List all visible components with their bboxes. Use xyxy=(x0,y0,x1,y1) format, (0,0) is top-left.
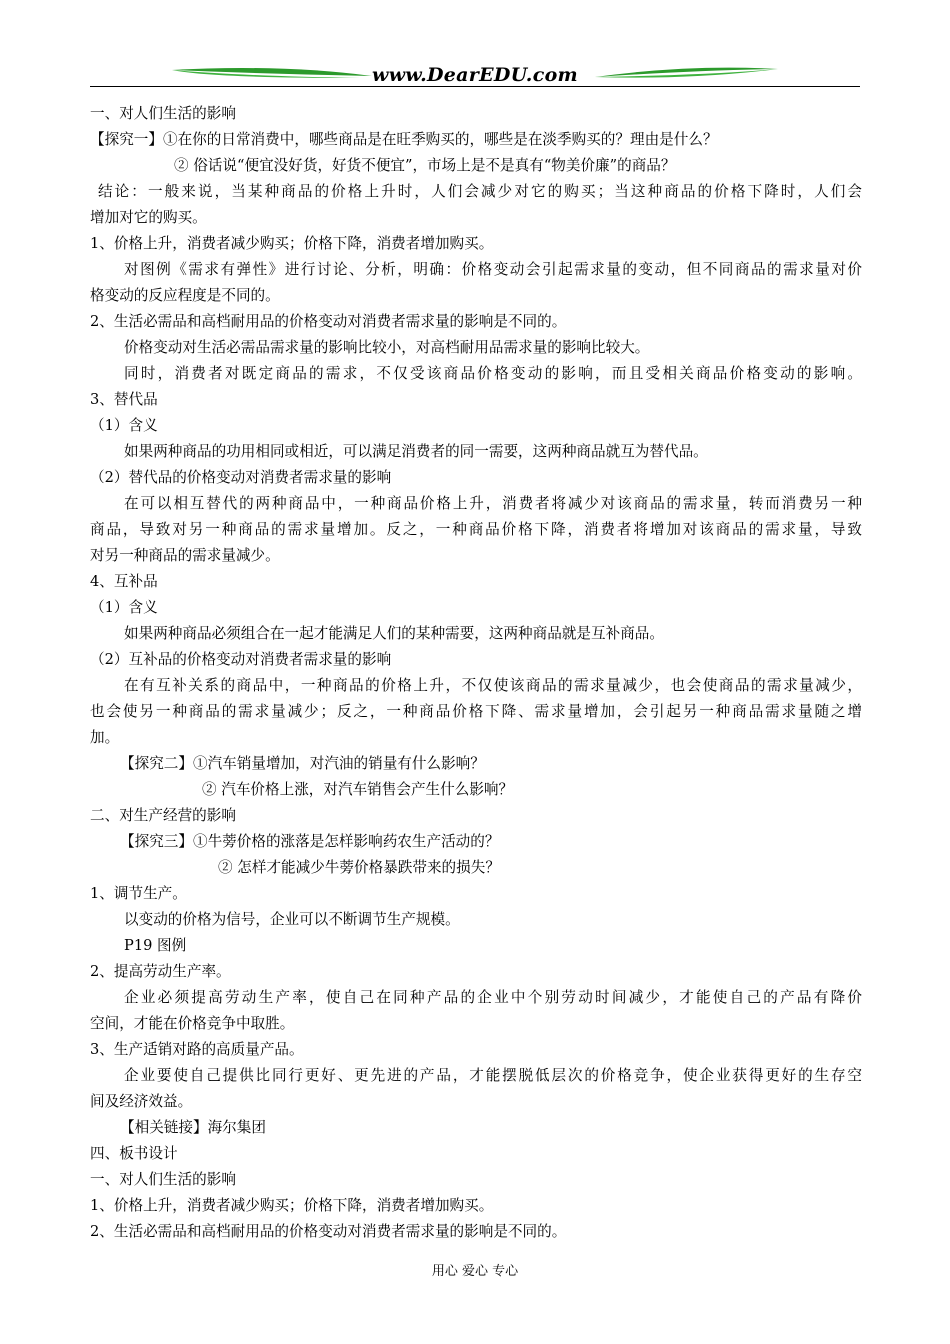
text-line: 【探究一】①在你的日常消费中，哪些商品是在旺季购买的，哪些是在淡季购买的？理由是什么？ xyxy=(90,131,718,148)
text-line: 3、替代品 xyxy=(90,391,158,408)
header-rule xyxy=(90,86,860,87)
text-line: 一、对人们生活的影响 xyxy=(90,105,236,122)
text-line: （2）替代品的价格变动对消费者需求量的影响 xyxy=(90,469,392,486)
text-line: （1）含义 xyxy=(90,599,158,616)
text-line: 间及经济效益。 xyxy=(90,1093,193,1110)
text-line: （2）互补品的价格变动对消费者需求量的影响 xyxy=(90,651,392,668)
text-line: 以变动的价格为信号，企业可以不断调节生产规模。 xyxy=(124,911,460,928)
text-line: 二、对生产经营的影响 xyxy=(90,807,236,824)
document-body xyxy=(90,101,862,1245)
text-line: 四、板书设计 xyxy=(90,1145,178,1162)
text-line: 一、对人们生活的影响 xyxy=(90,1171,236,1188)
text-line: 2、生活必需品和高档耐用品的价格变动对消费者需求量的影响是不同的。 xyxy=(90,313,567,330)
text-line: （1）含义 xyxy=(90,417,158,434)
text-line: ② 怎样才能减少牛蒡价格暴跌带来的损失？ xyxy=(218,859,500,876)
text-line: 3、生产适销对路的高质量产品。 xyxy=(90,1041,304,1058)
text-line: 对另一种商品的需求量减少。 xyxy=(90,547,280,564)
text-line: 格变动的反应程度是不同的。 xyxy=(90,287,280,304)
text-line: 对图例《需求有弹性》进行讨论、分析，明确：价格变动会引起需求量的变动，但不同商品的需求量对价 xyxy=(124,261,862,278)
text-line: ② 俗话说“便宜没好货，好货不便宜”，市场上是不是真有“物美价廉”的商品？ xyxy=(174,157,676,174)
text-line: 价格变动对生活必需品需求量的影响比较小，对高档耐用品需求量的影响比较大。 xyxy=(124,339,650,356)
text-line: 如果两种商品的功用相同或相近，可以满足消费者的同一需要，这两种商品就互为替代品。 xyxy=(124,443,708,460)
text-line: 【探究三】①牛蒡价格的涨落是怎样影响药农生产活动的？ xyxy=(120,833,500,850)
text-line: P19 图例 xyxy=(124,937,187,954)
text-line: 【相关链接】海尔集团 xyxy=(120,1119,266,1136)
site-logo-text[interactable]: www.DearEDU.com xyxy=(372,64,578,86)
text-line: 如果两种商品必须组合在一起才能满足人们的某种需要，这两种商品就是互补商品。 xyxy=(124,625,664,642)
text-line: 2、生活必需品和高档耐用品的价格变动对消费者需求量的影响是不同的。 xyxy=(90,1223,567,1240)
text-line: 空间，才能在价格竞争中取胜。 xyxy=(90,1015,295,1032)
text-line: 增加对它的购买。 xyxy=(90,209,207,226)
text-line: 4、互补品 xyxy=(90,573,158,590)
text-line: 企业要使自己提供比同行更好、更先进的产品，才能摆脱低层次的价格竞争，使企业获得更好的生存空 xyxy=(124,1067,862,1084)
text-line: ② 汽车价格上涨，对汽车销售会产生什么影响？ xyxy=(202,781,514,798)
text-line: 结论：一般来说，当某种商品的价格上升时，人们会减少对它的购买；当这种商品的价格下降时，人们会 xyxy=(98,183,862,200)
text-line: 加。 xyxy=(90,729,120,746)
text-line: 1、价格上升，消费者减少购买；价格下降，消费者增加购买。 xyxy=(90,1197,494,1214)
text-line: 商品，导致对另一种商品的需求量增加。反之，一种商品价格下降，消费者将增加对该商品的需求量，导致 xyxy=(90,521,862,538)
text-line: 1、价格上升，消费者减少购买；价格下降，消费者增加购买。 xyxy=(90,235,494,252)
text-line: 【探究二】①汽车销量增加，对汽油的销量有什么影响？ xyxy=(120,755,485,772)
text-line: 在有互补关系的商品中，一种商品的价格上升，不仅使该商品的需求量减少，也会使商品的需求量减少， xyxy=(124,677,862,694)
text-line: 企业必须提高劳动生产率，使自己在同种产品的企业中个别劳动时间减少，才能使自己的产品有降价 xyxy=(124,989,862,1006)
text-line: 同时，消费者对既定商品的需求，不仅受该商品价格变动的影响，而且受相关商品价格变动的影响。 xyxy=(124,365,862,382)
page-footer: 用心 爱心 专心 xyxy=(431,1264,519,1279)
text-line: 2、提高劳动生产率。 xyxy=(90,963,231,980)
text-line: 也会使另一种商品的需求量减少；反之，一种商品价格下降、需求量增加，会引起另一种商品需求量随之增 xyxy=(90,703,862,720)
text-line: 1、调节生产。 xyxy=(90,885,187,902)
text-line: 在可以相互替代的两种商品中，一种商品价格上升，消费者将减少对该商品的需求量，转而消费另一种 xyxy=(124,495,862,512)
